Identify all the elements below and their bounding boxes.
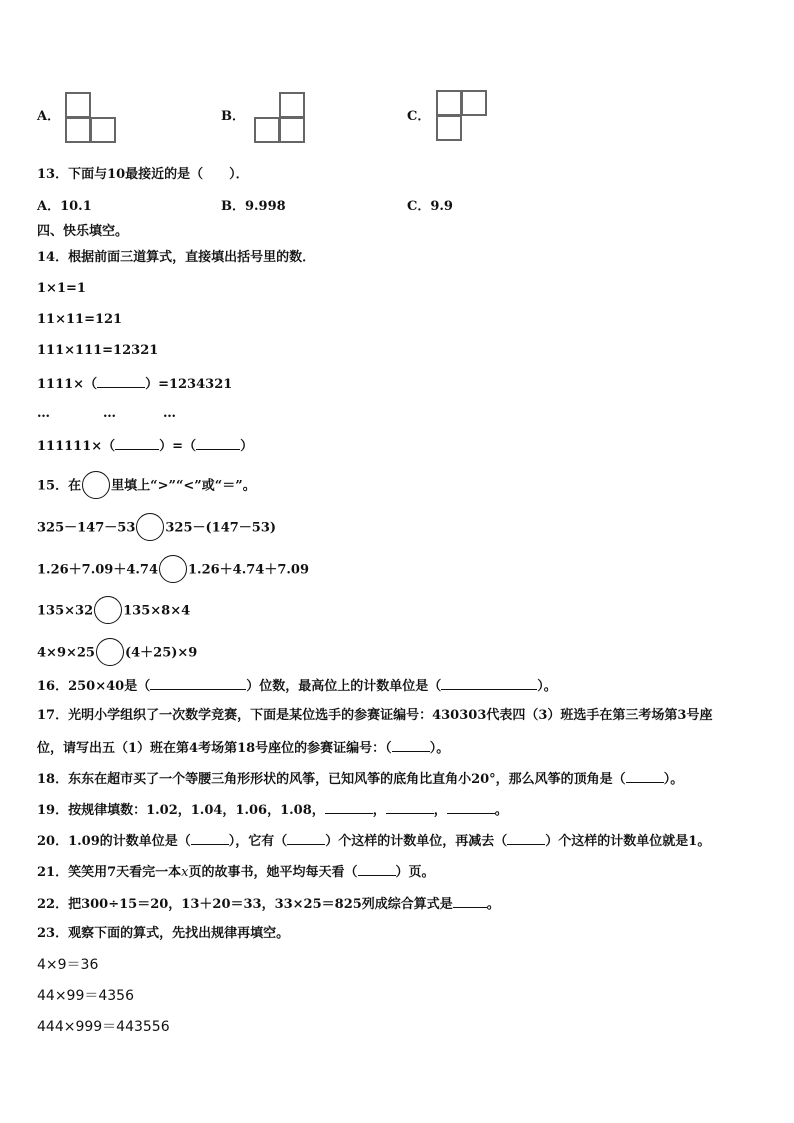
answer-circle[interactable] — [136, 513, 164, 541]
q21 — [37, 862, 435, 882]
q22-post: 。 — [486, 897, 500, 912]
q16-pre: 16．250×40是（ — [37, 679, 151, 694]
q15-stem-post: 里填上“>”“<”或“＝”。 — [111, 478, 256, 494]
q19-pre: 19．按规律填数：1.02，1.04，1.06，1.08， — [37, 803, 325, 818]
q15-row-1 — [37, 514, 276, 542]
q20-part-4: ）个这样的计数单位就是1。 — [545, 834, 711, 849]
q20-part-3: ）个这样的计数单位，再减去（ — [325, 834, 508, 849]
answer-blank[interactable] — [392, 738, 430, 752]
q19-post: 。 — [494, 803, 508, 818]
answer-blank[interactable] — [150, 676, 246, 690]
q15-row-3 — [37, 597, 190, 625]
q23-line-3: 444×999＝443556 — [37, 1019, 170, 1035]
q17-line-1: 17．光明小学组织了一次数学竞赛，下面是某位选手的参赛证编号：430303代表四（3）班选手在第三考场第3号座 — [37, 708, 713, 723]
square — [279, 117, 305, 143]
answer-blank[interactable] — [447, 800, 495, 814]
q14-line-6-post: ） — [240, 439, 254, 454]
square — [279, 92, 305, 118]
answer-blank[interactable] — [507, 831, 545, 845]
q14-line-4-pre: 1111×（ — [37, 377, 98, 392]
q15-row-2-right: 1.26＋4.74＋7.09 — [188, 562, 309, 578]
q22 — [37, 894, 500, 914]
answer-blank[interactable] — [358, 862, 396, 876]
q14-line-2: 11×11=121 — [37, 312, 123, 327]
q18-post: ）。 — [663, 772, 684, 787]
answer-blank[interactable] — [453, 894, 487, 908]
answer-blank[interactable] — [287, 831, 325, 845]
answer-blank[interactable] — [97, 374, 145, 388]
q23-line-2: 44×99＝4356 — [37, 988, 134, 1004]
q15-row-4 — [37, 639, 197, 667]
option-b-label: B． — [221, 109, 245, 124]
answer-blank[interactable] — [325, 800, 373, 814]
q16-post: ）。 — [537, 679, 557, 694]
answer-circle[interactable] — [94, 596, 122, 624]
q19 — [37, 800, 508, 820]
q14-line-6 — [37, 436, 253, 456]
q14-ellipsis-2: … — [103, 406, 116, 421]
q21-post: ）页。 — [395, 865, 435, 880]
q23-stem: 23．观察下面的算式，先找出规律再填空。 — [37, 926, 290, 941]
square — [90, 117, 116, 143]
answer-circle[interactable] — [96, 638, 124, 666]
q16 — [37, 676, 557, 696]
q15-row-3-right: 135×8×4 — [123, 603, 191, 619]
q15-row-2-left: 1.26＋7.09＋4.74 — [37, 562, 158, 578]
answer-blank[interactable] — [441, 676, 537, 690]
q14-stem: 14．根据前面三道算式，直接填出括号里的数． — [37, 250, 316, 265]
q18 — [37, 769, 683, 789]
q13-stem: 13．下面与10最接近的是（ ）． — [37, 167, 249, 182]
q13-option-a: A．10.1 — [37, 199, 92, 214]
q20-part-2: ），它有（ — [228, 834, 288, 849]
answer-circle[interactable] — [82, 471, 110, 499]
answer-blank[interactable] — [626, 769, 664, 783]
q15-row-1-right: 325－(147－53) — [165, 520, 277, 536]
square — [436, 90, 462, 116]
q15-row-2 — [37, 556, 309, 584]
q21-mid: 页的故事书，她平均每天看（ — [188, 865, 358, 880]
q14-ellipsis-1: … — [37, 406, 50, 421]
q23-line-1: 4×9＝36 — [37, 957, 99, 973]
square — [65, 117, 91, 143]
option-c-label: C． — [407, 109, 431, 124]
q14-line-6-pre: 111111×（ — [37, 439, 116, 454]
square — [461, 90, 487, 116]
q15-row-1-left: 325－147－53 — [37, 520, 136, 536]
q15-row-4-right: (4＋25)×9 — [124, 645, 198, 661]
q15-stem — [37, 472, 256, 500]
answer-circle[interactable] — [159, 555, 187, 583]
q14-line-6-mid: ）=（ — [159, 439, 197, 454]
square — [65, 92, 91, 118]
answer-blank[interactable] — [196, 436, 240, 450]
q14-line-3: 111×111=12321 — [37, 343, 159, 358]
q20 — [37, 831, 710, 851]
q15-stem-pre: 15．在 — [37, 478, 82, 494]
q14-line-4 — [37, 374, 232, 394]
q21-pre: 21．笑笑用7天看完一本 — [37, 865, 182, 880]
q22-pre: 22．把300÷15＝20，13＋20＝33，33×25＝825列成综合算式是 — [37, 897, 453, 912]
q17-line-2 — [37, 738, 449, 758]
q17-line-2-post: ）。 — [429, 741, 450, 756]
q17-line-2-pre: 位，请写出五（1）班在第4考场第18号座位的参赛证编号：（ — [37, 741, 392, 756]
answer-blank[interactable] — [386, 800, 434, 814]
option-a-label: A． — [37, 109, 61, 124]
q20-part-1: 20．1.09的计数单位是（ — [37, 834, 191, 849]
section-heading: 四、快乐填空。 — [37, 224, 129, 239]
answer-blank[interactable] — [115, 436, 159, 450]
q19-sep: ， — [433, 803, 447, 818]
answer-blank[interactable] — [191, 831, 229, 845]
q19-sep: ， — [372, 803, 386, 818]
q14-line-4-post: ）=1234321 — [145, 377, 233, 392]
q15-row-3-left: 135×32 — [37, 603, 94, 619]
square — [436, 115, 462, 141]
q18-pre: 18．东东在超市买了一个等腰三角形形状的风筝，已知风筝的底角比直角小20°，那么风筝的顶角是（ — [37, 772, 626, 787]
q14-ellipsis-3: … — [163, 406, 176, 421]
q13-option-c: C．9.9 — [407, 199, 453, 214]
q21-variable: x — [181, 865, 189, 880]
q13-option-b: B．9.998 — [221, 199, 286, 214]
q14-line-1: 1×1=1 — [37, 281, 86, 296]
q16-mid: ）位数，最高位上的计数单位是（ — [246, 679, 442, 694]
q15-row-4-left: 4×9×25 — [37, 645, 95, 661]
square — [254, 117, 280, 143]
